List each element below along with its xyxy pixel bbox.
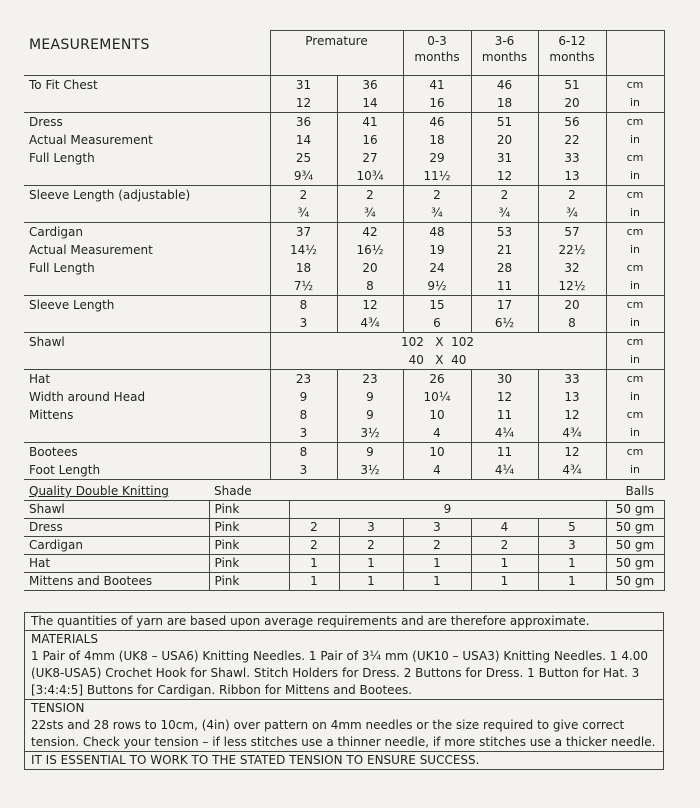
- measurement-value: 18: [270, 259, 337, 277]
- measurement-value: ¾: [337, 204, 403, 223]
- measurement-value: 2: [471, 185, 538, 204]
- measurement-value: 12: [337, 295, 403, 314]
- yarn-header-row: [24, 483, 664, 501]
- measurements-table: [24, 30, 665, 480]
- measurement-value: 18: [471, 94, 538, 113]
- measurement-value: 10: [403, 442, 471, 461]
- measurement-value: 3: [270, 424, 337, 443]
- measurement-value: 10: [403, 406, 471, 424]
- measurement-unit: in: [606, 424, 664, 443]
- measurement-label: Shawl: [24, 332, 270, 351]
- measurement-value: 4: [403, 424, 471, 443]
- shawl-cell-right: [538, 332, 606, 351]
- measurement-label: Sleeve Length (adjustable): [24, 185, 270, 204]
- measurement-label: Actual Measurement: [29, 132, 153, 147]
- yarn-header-spacer: [471, 483, 538, 501]
- measurement-label: [24, 204, 270, 223]
- measurement-unit: in: [606, 461, 664, 480]
- ball-count: 2: [289, 519, 339, 537]
- measurement-label: Foot Length: [24, 461, 270, 480]
- size-0-3-range: 0-3: [427, 34, 447, 48]
- ball-weight: 50 gm: [606, 519, 664, 537]
- measurement-value: 4¾: [337, 314, 403, 333]
- yarn-shade: Pink: [209, 537, 289, 555]
- ball-count: 1: [339, 573, 403, 591]
- measurement-row: [24, 75, 664, 94]
- yarn-table: [24, 483, 665, 591]
- measurement-value: 51: [471, 112, 538, 131]
- measurement-row: [24, 241, 664, 259]
- measurement-value: 13: [538, 167, 606, 186]
- measurement-value: 16: [337, 131, 403, 149]
- measurement-row: [24, 259, 664, 277]
- measurement-label: Sleeve Length: [24, 295, 270, 314]
- yarn-shade: Pink: [209, 573, 289, 591]
- ball-count: 3: [538, 537, 606, 555]
- yarn-shade: Pink: [209, 519, 289, 537]
- measurement-value: 30: [471, 369, 538, 388]
- measurement-row: [24, 351, 664, 370]
- measurement-value: 12: [538, 406, 606, 424]
- measurement-label: Bootees: [24, 442, 270, 461]
- measurement-unit: cm: [606, 442, 664, 461]
- measurement-value: 29: [403, 149, 471, 167]
- measurement-label: Full Length: [29, 260, 95, 275]
- measurement-value: 2: [538, 185, 606, 204]
- shawl-cell-left: [270, 332, 337, 351]
- yarn-row: [24, 573, 664, 591]
- measurement-value: ¾: [471, 204, 538, 223]
- materials-text: 1 Pair of 4mm (UK8 – USA6) Knitting Needles. 1 Pair of 3¼ mm (UK10 – USA3) Knitting Needles. 1 4.00 (UK8-USA5) Crochet Hook for Shawl. Stitch Holders for Dress. 2 Buttons for Dress. 1 Button for Hat. 3 [3:4:4:5] Buttons for Cardigan. Ribbon for Mittens and Bootees.: [31, 649, 649, 697]
- measurement-row: [24, 149, 664, 167]
- measurement-unit: cm: [606, 259, 664, 277]
- measurement-value: 9: [337, 388, 403, 406]
- measurement-value: ¾: [403, 204, 471, 223]
- measurement-label: Dress: [24, 112, 270, 131]
- quality-text: Quality Double Knitting: [29, 484, 169, 498]
- measurement-unit: in: [606, 241, 664, 259]
- measurement-value: 22: [538, 131, 606, 149]
- ball-count: 1: [403, 555, 471, 573]
- measurement-value: 3½: [337, 461, 403, 480]
- measurement-value: 20: [538, 295, 606, 314]
- measurement-row: [24, 131, 664, 149]
- measurement-label: [24, 167, 270, 186]
- measurement-row: [24, 442, 664, 461]
- measurement-value: 20: [337, 259, 403, 277]
- ball-count: 2: [289, 537, 339, 555]
- size-6-12-range: 6-12: [558, 34, 586, 48]
- ball-weight: 50 gm: [606, 555, 664, 573]
- yarn-row: [24, 555, 664, 573]
- size-3-6-months: months: [481, 50, 528, 64]
- measurement-value: 18: [403, 131, 471, 149]
- measurement-value: 46: [403, 112, 471, 131]
- ball-count: 2: [339, 537, 403, 555]
- measurement-value: ¾: [538, 204, 606, 223]
- measurement-value: 53: [471, 222, 538, 241]
- measurement-label: [24, 424, 270, 443]
- measurement-value: 12: [538, 442, 606, 461]
- shade-label: Shade: [214, 484, 252, 498]
- measurement-unit: cm: [606, 149, 664, 167]
- measurement-value: 19: [403, 241, 471, 259]
- measurement-value: 9½: [403, 277, 471, 296]
- measurement-row: [24, 461, 664, 480]
- essential-note: IT IS ESSENTIAL TO WORK TO THE STATED TENSION TO ENSURE SUCCESS.: [25, 751, 663, 769]
- measurement-value: 14: [270, 131, 337, 149]
- shawl-size: 40 X 40: [408, 352, 467, 367]
- measurement-value: 3: [270, 314, 337, 333]
- measurement-value: 25: [270, 149, 337, 167]
- yarn-item: Cardigan: [24, 537, 209, 555]
- measurement-label: [24, 351, 270, 370]
- balls-label: Balls: [625, 484, 654, 498]
- yarn-shade: Pink: [209, 555, 289, 573]
- yarn-header-spacer: [403, 483, 471, 501]
- measurement-value: 23: [337, 369, 403, 388]
- measurement-value: 46: [471, 75, 538, 94]
- quality-label: [24, 483, 209, 501]
- ball-count: 2: [471, 537, 538, 555]
- measurement-value: 26: [403, 369, 471, 388]
- measurement-value: 36: [270, 112, 337, 131]
- shawl-cell-right: [538, 351, 606, 370]
- yarn-header-spacer: [538, 483, 606, 501]
- measurement-value: 4¾: [538, 424, 606, 443]
- measurement-row: [24, 314, 664, 333]
- measurement-value: 21: [471, 241, 538, 259]
- measurement-row: [24, 424, 664, 443]
- measurement-value: 4: [403, 461, 471, 480]
- shawl-cell-left: [270, 351, 337, 370]
- measurement-value: 10¾: [337, 167, 403, 186]
- measurement-label: Actual Measurement: [29, 242, 153, 257]
- size-header-row: [24, 31, 664, 76]
- measurement-value: 24: [403, 259, 471, 277]
- measurement-value: 16½: [337, 241, 403, 259]
- measurement-value: 2: [337, 185, 403, 204]
- measurement-value: 28: [471, 259, 538, 277]
- measurement-value: 6½: [471, 314, 538, 333]
- measurement-value: 12½: [538, 277, 606, 296]
- measurement-value: 51: [538, 75, 606, 94]
- measurement-value: 48: [403, 222, 471, 241]
- measurement-unit: cm: [606, 295, 664, 314]
- measurement-value: 8: [538, 314, 606, 333]
- shawl-size: 102 X 102: [337, 332, 538, 351]
- measurement-label: Full Length: [29, 150, 95, 165]
- measurement-row: [24, 388, 664, 406]
- measurement-value: 12: [471, 167, 538, 186]
- measurement-value: 37: [270, 222, 337, 241]
- measurement-row: [24, 185, 664, 204]
- measurement-value: 7½: [270, 277, 337, 296]
- measurement-value: 8: [270, 406, 337, 424]
- measurement-value: 23: [270, 369, 337, 388]
- measurement-label: [24, 314, 270, 333]
- measurement-value: ¾: [270, 204, 337, 223]
- measurement-value: 4¼: [471, 461, 538, 480]
- measurement-value: 15: [403, 295, 471, 314]
- yarn-header-spacer: [289, 483, 339, 501]
- measurement-value: 42: [337, 222, 403, 241]
- quantities-note: The quantities of yarn are based upon average requirements and are therefore approximate.: [31, 614, 590, 628]
- measurement-row: [24, 406, 664, 424]
- measurement-row: [24, 167, 664, 186]
- measurement-label: [24, 277, 270, 296]
- measurement-value: 8: [270, 295, 337, 314]
- yarn-item: Mittens and Bootees: [24, 573, 209, 591]
- ball-count: 3: [403, 519, 471, 537]
- measurement-row: [24, 369, 664, 388]
- measurement-value: 12: [471, 388, 538, 406]
- measurement-value: 4¾: [538, 461, 606, 480]
- measurement-value: 4¼: [471, 424, 538, 443]
- measurement-unit: in: [606, 314, 664, 333]
- measurement-value: 10¼: [403, 388, 471, 406]
- measurement-label: Cardigan: [24, 222, 270, 241]
- yarn-row: [24, 501, 664, 519]
- size-6-12-months: months: [549, 50, 595, 64]
- measurement-row: [24, 277, 664, 296]
- measurement-value: 8: [270, 442, 337, 461]
- measurement-value: 6: [403, 314, 471, 333]
- measurement-unit: cm: [606, 406, 664, 424]
- ball-weight: 50 gm: [606, 573, 664, 591]
- measurement-unit: cm: [606, 75, 664, 94]
- measurement-row: [24, 295, 664, 314]
- yarn-shade: Pink: [209, 501, 289, 519]
- measurement-value: 22½: [538, 241, 606, 259]
- measurement-value: 41: [337, 112, 403, 131]
- measurement-label: Width around Head: [29, 389, 146, 404]
- measurement-value: 57: [538, 222, 606, 241]
- size-0-3: [403, 31, 471, 76]
- ball-count: 1: [471, 555, 538, 573]
- size-6-12: [538, 31, 606, 76]
- measurement-unit: in: [606, 167, 664, 186]
- size-0-3-months: months: [414, 50, 460, 64]
- measurement-value: 32: [538, 259, 606, 277]
- measurement-value: 9¾: [270, 167, 337, 186]
- ball-count: 4: [471, 519, 538, 537]
- measurement-value: 11: [471, 406, 538, 424]
- measurement-value: 14½: [270, 241, 337, 259]
- measurement-label: To Fit Chest: [24, 75, 270, 94]
- measurement-value: 33: [538, 149, 606, 167]
- measurement-row: [24, 222, 664, 241]
- measurement-unit: in: [606, 94, 664, 113]
- measurement-value: 56: [538, 112, 606, 131]
- measurement-value: 2: [270, 185, 337, 204]
- measurement-row: [24, 112, 664, 131]
- measurements-title: MEASUREMENTS: [29, 36, 150, 53]
- measurement-unit: in: [606, 204, 664, 223]
- measurement-label: [24, 94, 270, 113]
- measurement-value: 9: [337, 442, 403, 461]
- measurement-value: 31: [471, 149, 538, 167]
- measurement-unit: in: [606, 131, 664, 149]
- measurement-value: 9: [270, 388, 337, 406]
- measurement-value: 27: [337, 149, 403, 167]
- size-premature: Premature: [270, 31, 403, 76]
- measurement-unit: in: [606, 351, 664, 370]
- measurement-unit: cm: [606, 369, 664, 388]
- measurement-value: 9: [337, 406, 403, 424]
- shawl-ball-count: 9: [289, 501, 606, 519]
- measurement-value: 11½: [403, 167, 471, 186]
- measurement-value: 20: [471, 131, 538, 149]
- measurement-unit: in: [606, 277, 664, 296]
- measurement-value: 36: [337, 75, 403, 94]
- measurement-value: 11: [471, 442, 538, 461]
- yarn-item: Hat: [24, 555, 209, 573]
- measurement-unit: cm: [606, 112, 664, 131]
- measurement-value: 17: [471, 295, 538, 314]
- ball-count: 1: [538, 573, 606, 591]
- measurement-row: [24, 204, 664, 223]
- measurement-value: 31: [270, 75, 337, 94]
- ball-count: 1: [289, 555, 339, 573]
- measurement-unit: cm: [606, 332, 664, 351]
- measurement-value: 20: [538, 94, 606, 113]
- yarn-header-spacer: [339, 483, 403, 501]
- ball-count: 2: [403, 537, 471, 555]
- measurement-value: 12: [270, 94, 337, 113]
- size-3-6: [471, 31, 538, 76]
- measurement-label: Mittens: [29, 407, 74, 422]
- measurement-unit: in: [606, 388, 664, 406]
- ball-count: 1: [339, 555, 403, 573]
- yarn-row: [24, 537, 664, 555]
- measurement-unit: cm: [606, 185, 664, 204]
- measurement-label: Hat: [24, 369, 270, 388]
- measurement-value: 3½: [337, 424, 403, 443]
- measurement-value: 14: [337, 94, 403, 113]
- measurement-value: 33: [538, 369, 606, 388]
- ball-weight: 50 gm: [606, 501, 664, 519]
- measurement-value: 8: [337, 277, 403, 296]
- measurement-value: 13: [538, 388, 606, 406]
- measurement-value: 11: [471, 277, 538, 296]
- measurement-row: [24, 332, 664, 351]
- measurement-value: 3: [270, 461, 337, 480]
- ball-count: 1: [538, 555, 606, 573]
- measurement-value: 2: [403, 185, 471, 204]
- measurement-value: 41: [403, 75, 471, 94]
- materials-heading: MATERIALS: [25, 630, 663, 648]
- size-3-6-range: 3-6: [494, 34, 515, 48]
- ball-count: 1: [289, 573, 339, 591]
- yarn-item: Dress: [24, 519, 209, 537]
- ball-count: 3: [339, 519, 403, 537]
- unit-header: [606, 31, 664, 76]
- yarn-row: [24, 519, 664, 537]
- measurement-value: 16: [403, 94, 471, 113]
- tension-text: 22sts and 28 rows to 10cm, (4in) over pattern on 4mm needles or the size required to give correct tension. Check your tension – if less stitches use a thinner needle, if more stitches use a thicker needle.: [31, 718, 656, 749]
- ball-weight: 50 gm: [606, 537, 664, 555]
- ball-count: 1: [403, 573, 471, 591]
- notes-box: [24, 612, 664, 770]
- yarn-item: Shawl: [24, 501, 209, 519]
- measurement-row: [24, 94, 664, 113]
- measurement-unit: cm: [606, 222, 664, 241]
- ball-count: 5: [538, 519, 606, 537]
- ball-count: 1: [471, 573, 538, 591]
- tension-heading: TENSION: [25, 699, 663, 717]
